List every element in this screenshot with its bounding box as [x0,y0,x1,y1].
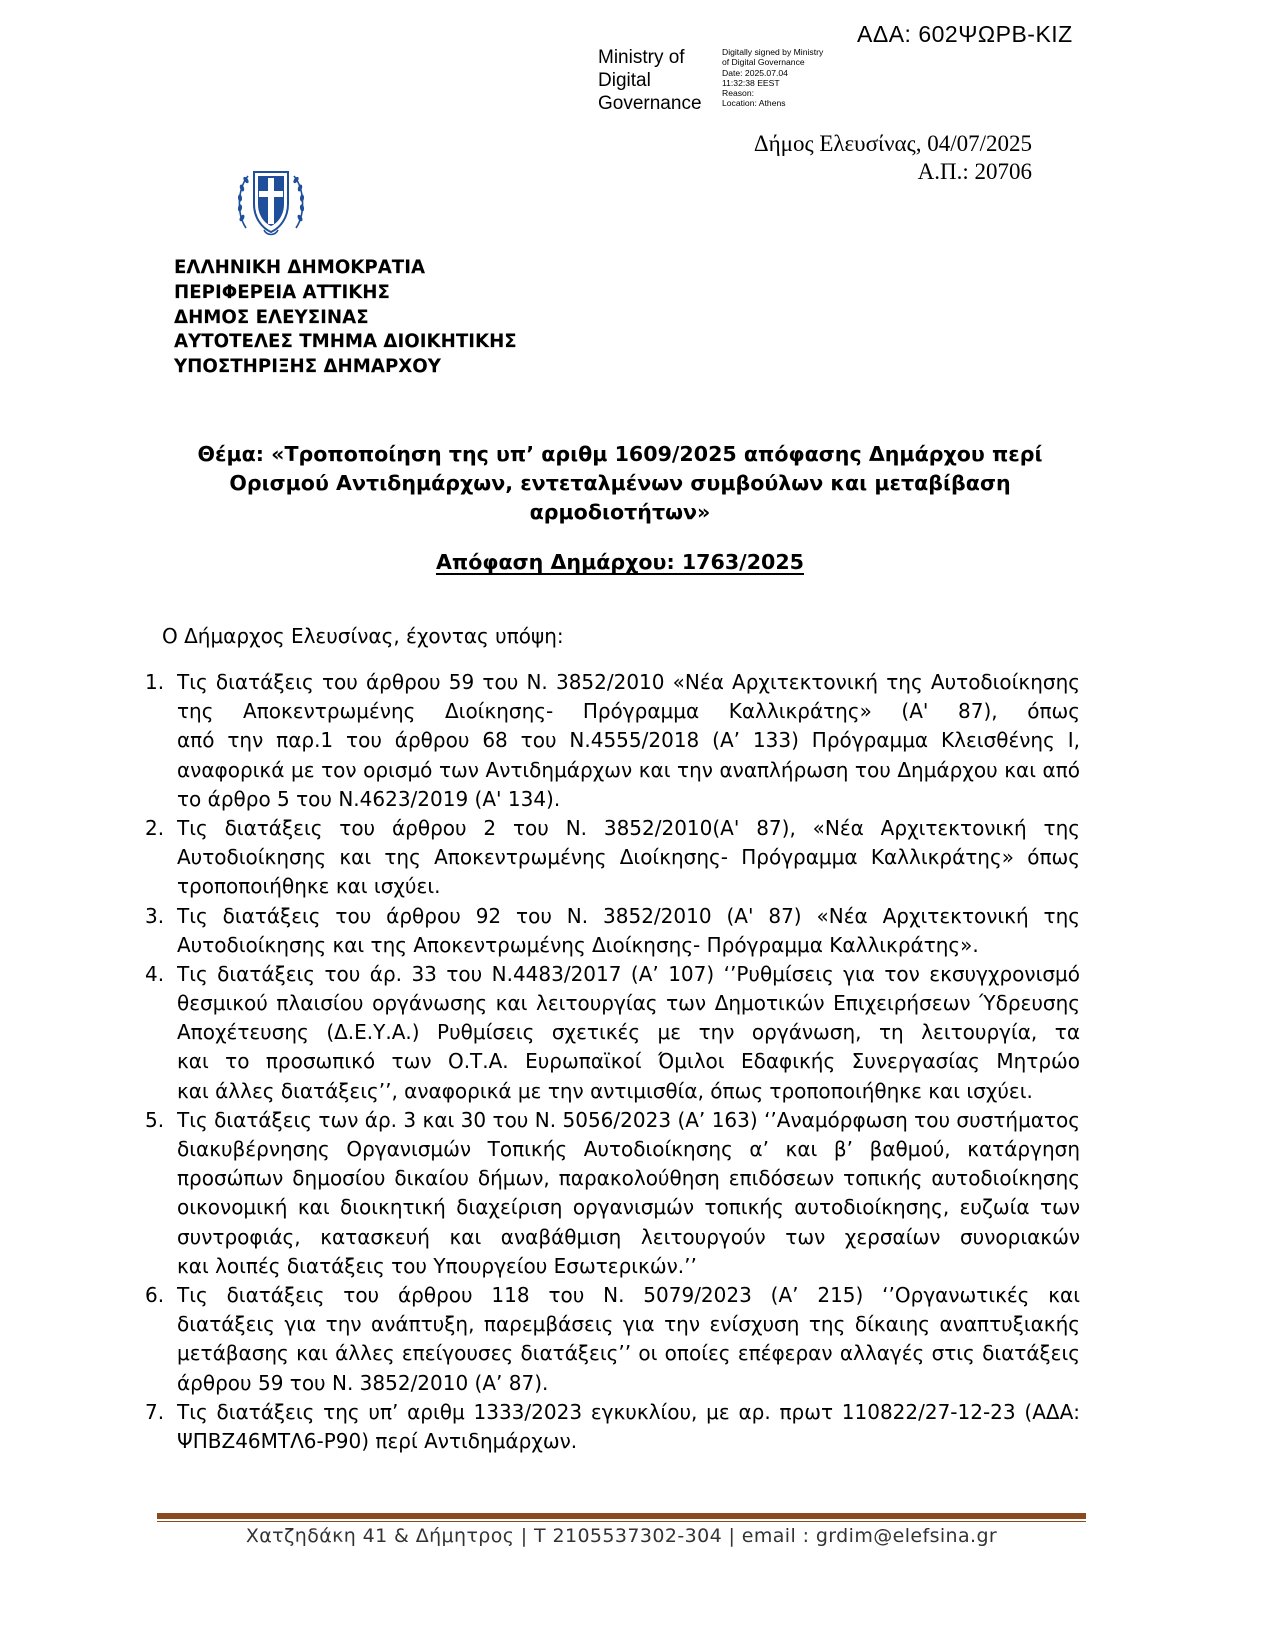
signature-details [722,47,823,109]
place-date: Δήμος Ελευσίνας, 04/07/2025 [753,131,1032,156]
list-item [140,668,1080,814]
protocol-number: Α.Π.: 20706 [917,159,1032,184]
subject-line: αρμοδιοτήτων» [529,500,711,524]
footer-contact: Χατζηδάκη 41 & Δήμητρος | Τ 2105537302-304 | email : grdim@elefsina.gr [245,1525,998,1547]
subject [160,440,1080,527]
greek-state-emblem-icon [236,158,306,242]
item-number: 7. [145,1399,165,1424]
item-number: 2. [145,815,165,840]
list-item [140,960,1080,1106]
signature-detail-line: Date: 2025.07.04 [722,67,788,78]
item-number: 4. [145,961,165,986]
considerations-list [140,668,1080,1456]
item-line: Τις διατάξεις των άρ. 3 και 30 του Ν. 5056/2023 (Α’ 163) ‘’Αναμόρφωση του συστήματος [177,1107,1080,1132]
item-line: Αυτοδιοίκησης και της Αποκεντρωμένης Διοίκησης- Πρόγραμμα Καλλικράτης» όπως [177,845,1080,870]
list-item [140,814,1080,902]
issuer-line: ΠΕΡΙΦΕΡΕΙΑ ΑΤΤΙΚΗΣ [174,281,390,303]
item-line: Τις διατάξεις του άρθρου 59 του Ν. 3852/2010 «Νέα Αρχιτεκτονική της Αυτοδιοίκησης [177,670,1080,694]
issuer-block [174,256,517,380]
item-line: Τις διατάξεις του άρθρου 92 του Ν. 3852/2010 (Α' 87) «Νέα Αρχιτεκτονική της [177,903,1080,928]
issuer-line: ΔΗΜΟΣ ΕΛΕΥΣΙΝΑΣ [174,306,369,328]
signature-org-line: Ministry of [598,47,685,68]
item-line: της Αποκεντρωμένης Διοίκησης- Πρόγραμμα Καλλικράτης» (Α' 87), όπως [177,699,1080,724]
item-line: οικονομική και διοικητική διαχείριση οργανισμών τοπικής αυτοδιοίκησης, ευζωία των [177,1195,1080,1220]
intro-text: Ο Δήμαρχος Ελευσίνας, έχοντας υπόψη: [162,624,564,648]
item-line: άρθρου 59 του Ν. 3852/2010 (Α’ 87). [177,1370,549,1395]
signature-org-line: Governance [598,93,702,114]
signature-detail-line: Digitally signed by Ministry [722,47,824,57]
list-item [140,1106,1080,1281]
item-line: Αυτοδιοίκησης και της Αποκεντρωμένης Διοίκησης- Πρόγραμμα Καλλικράτης». [177,932,979,957]
item-line: μετάβασης και άλλες επείγουσες διατάξεις’’ οι οποίες επέφεραν αλλαγές στις διατάξεις [177,1341,1080,1366]
signature-organization [598,46,702,115]
signature-detail-line: Location: Athens [722,98,786,109]
item-line: αναφορικά με τον ορισμό των Αντιδημάρχων και την αναπλήρωση του Δημάρχου και από [177,757,1080,782]
item-line: ΨΠΒΖ46ΜΤΛ6-Ρ90) περί Αντιδημάρχων. [177,1428,578,1453]
decision-number: Απόφαση Δημάρχου: 1763/2025 [435,550,805,574]
item-line: από την παρ.1 του άρθρου 68 του Ν.4555/2018 (Α’ 133) Πρόγραμμα Κλεισθένης Ι, [177,728,1080,753]
item-line: προσώπων δημοσίου δικαίου δήμων, παρακολούθηση επιδόσεων τοπικής αυτοδιοίκησης [177,1166,1080,1191]
item-line: Τις διατάξεις του άρθρου 2 του Ν. 3852/2010(Α' 87), «Νέα Αρχιτεκτονική της [177,815,1080,840]
item-number: 6. [145,1283,165,1308]
item-line: Αποχέτευσης (Δ.Ε.Υ.Α.) Ρυθμίσεις σχετικές με την οργάνωση, τη λειτουργία, τα [177,1020,1080,1045]
issuer-line: ΥΠΟΣΤΗΡΙΞΗΣ ΔΗΜΑΡΧΟΥ [174,356,441,378]
item-line: και λοιπές διατάξεις του Υπουργείου Εσωτερικών.’’ [177,1253,697,1278]
item-line: και το προσωπικό των Ο.Τ.Α. Ευρωπαϊκοί Όμιλοι Εδαφικής Συνεργασίας Μητρώο [177,1049,1080,1074]
item-line: θεσμικού πλαισίου οργάνωσης και λειτουργίας των Δημοτικών Επιχειρήσεων Ύδρευσης [177,991,1080,1016]
item-line: Τις διατάξεις του άρθρου 118 του Ν. 5079/2023 (Α’ 215) ‘’Οργανωτικές και [177,1283,1080,1308]
item-line: Τις διατάξεις της υπ’ αριθμ 1333/2023 εγκυκλίου, με αρ. πρωτ 110822/27-12-23 (ΑΔΑ: [177,1399,1080,1424]
item-line: και άλλες διατάξεις’’, αναφορικά με την αντιμισθία, όπως τροποποιήθηκε και ισχύει. [177,1078,1033,1103]
item-line: Τις διατάξεις του άρ. 33 του Ν.4483/2017 (Α’ 107) ‘’Ρυθμίσεις για τον εκσυγχρονισμό [177,961,1080,986]
item-line: διακυβέρνησης Οργανισμών Τοπικής Αυτοδιοίκησης α’ και β’ βαθμού, κατάργηση [177,1137,1080,1162]
document-header [754,130,1032,186]
footer-divider [157,1513,1086,1522]
item-line: διατάξεις για την ανάπτυξη, παρεμβάσεις για την ενίσχυση της δίκαιης αναπτυξιακής [177,1312,1080,1337]
list-item [140,902,1080,960]
item-line: συντροφιάς, κατασκευή και αναβάθμιση λειτουργούν των χερσαίων συνοριακών [177,1224,1080,1249]
list-item [140,1398,1080,1456]
ada-code: ΑΔΑ: 602ΨΩΡΒ-ΚΙΖ [857,21,1073,47]
list-item [140,1281,1080,1398]
item-line: το άρθρο 5 του Ν.4623/2019 (Α' 134). [177,786,561,811]
decision-heading [160,549,1080,575]
signature-detail-line: Reason: [722,88,755,99]
item-number: 5. [145,1107,165,1132]
item-line: τροποποιήθηκε και ισχύει. [177,874,441,899]
signature-detail-line: of Digital Governance [722,57,805,68]
signature-org-line: Digital [598,70,651,91]
item-number: 1. [145,670,165,694]
subject-line: Ορισμού Αντιδημάρχων, εντεταλμένων συμβούλων και μεταβίβαση [229,471,1011,495]
subject-line: Θέμα: «Τροποποίηση της υπ’ αριθμ 1609/2025 απόφασης Δημάρχου περί [197,442,1043,466]
issuer-line: ΑΥΤΟΤΕΛΕΣ ΤΜΗΜΑ ΔΙΟΙΚΗΤΙΚΗΣ [174,331,517,353]
signature-detail-line: 11:32:38 EEST [722,77,780,88]
item-number: 3. [145,903,165,928]
issuer-line: ΕΛΛΗΝΙΚΗ ΔΗΜΟΚΡΑΤΙΑ [174,257,426,278]
